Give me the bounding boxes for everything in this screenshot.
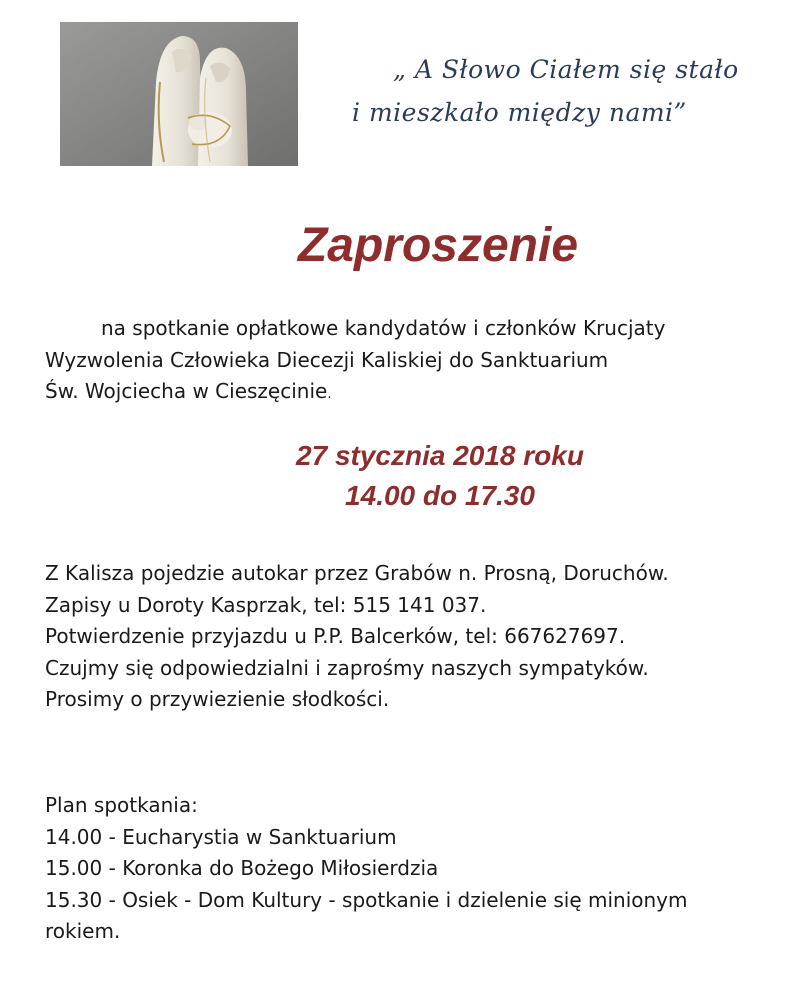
nativity-figurine-image [60, 22, 298, 166]
info-line: Czujmy się odpowiedzialni i zaprośmy naszych sympatyków. [45, 655, 649, 680]
plan-item: 15.00 - Koronka do Bożego Miłosierdzia [45, 856, 439, 880]
quote-line-2: i mieszkało między nami” [352, 98, 687, 127]
intro-paragraph [45, 313, 665, 411]
plan-heading: Plan spotkania: [45, 793, 198, 817]
intro-line: Św. Wojciecha w Cieszęcinie. [45, 379, 332, 403]
meeting-plan [45, 790, 688, 948]
quote-line-1: „ A Słowo Ciałem się stało [393, 55, 739, 84]
event-date: 27 stycznia 2018 roku [296, 440, 584, 471]
intro-line: Wyzwolenia Człowieka Diecezji Kaliskiej do Sanktuarium [45, 347, 609, 372]
info-line: Zapisy u Doroty Kasprzak, tel: 515 141 037. [45, 592, 487, 617]
info-line: Potwierdzenie przyjazdu u P.P. Balcerków, tel: 667627697. [45, 624, 626, 648]
intro-line: na spotkanie opłatkowe kandydatów i członków Krucjaty [101, 316, 666, 340]
event-time: 14.00 do 17.30 [345, 480, 535, 511]
plan-item: rokiem. [45, 919, 121, 943]
plan-item: 15.30 - Osiek - Dom Kultury - spotkanie i dzielenie się minionym [45, 887, 688, 912]
info-paragraph [45, 558, 669, 716]
nativity-figurine-photo [60, 22, 298, 166]
info-line: Z Kalisza pojedzie autokar przez Grabów n. Prosną, Doruchów. [45, 561, 669, 585]
plan-item: 14.00 - Eucharystia w Sanktuarium [45, 824, 397, 849]
page-title: Zaproszenie [297, 219, 579, 272]
info-line: Prosimy o przywiezienie słodkości. [45, 687, 390, 711]
